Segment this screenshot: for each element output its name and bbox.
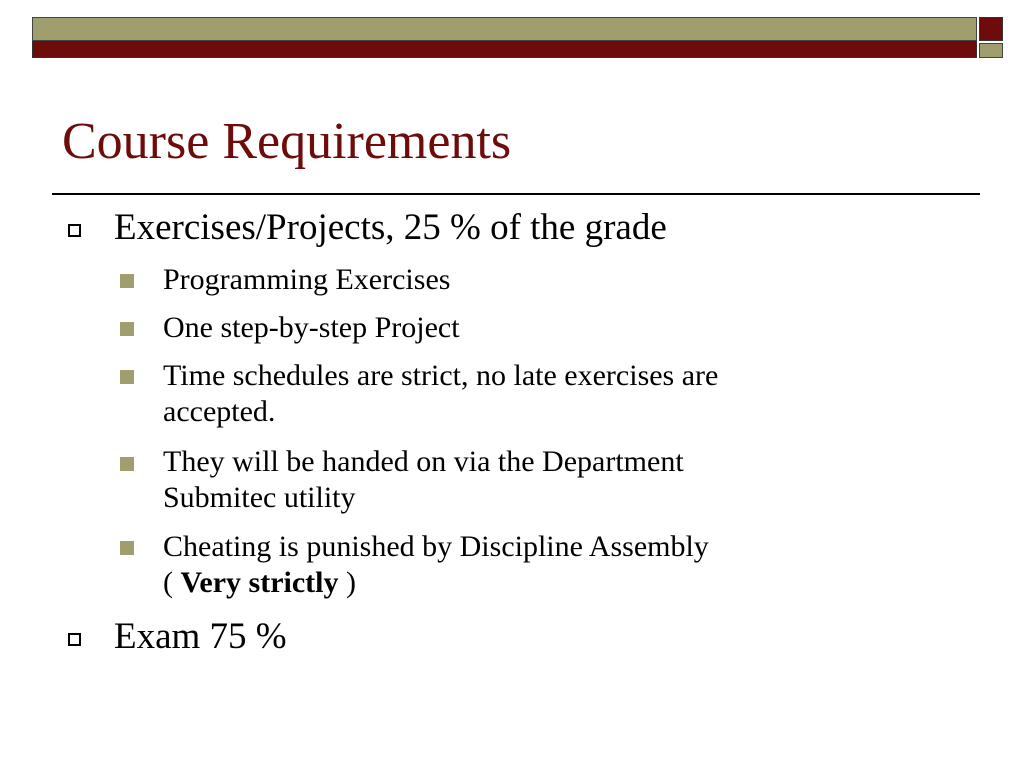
bullet-exam: Exam 75 % xyxy=(114,616,287,657)
title-bar-decoration xyxy=(0,0,1024,62)
sub-bullet-cheating: Cheating is punished by Discipline Assembly ( Very strictly ) xyxy=(163,530,709,599)
cheating-emphasis-line: ( Very strictly ) xyxy=(163,566,356,599)
maroon-band xyxy=(32,41,977,58)
slide-title: Course Requirements xyxy=(62,113,512,170)
sub-bullet-programming-exercises: Programming Exercises xyxy=(163,263,451,296)
maroon-square xyxy=(979,17,1003,41)
olive-band xyxy=(32,17,977,41)
hollow-square-bullet-icon xyxy=(68,224,81,237)
title-divider xyxy=(52,193,980,195)
bullet-exercises-projects: Exercises/Projects, 25 % of the grade xyxy=(114,207,667,248)
hollow-square-bullet-icon xyxy=(68,633,81,646)
square-bullet-icon xyxy=(120,370,134,384)
square-bullet-icon xyxy=(120,457,134,471)
sub-bullet-time-schedules: Time schedules are strict, no late exercises are accepted. xyxy=(163,359,719,428)
sub-bullet-submission: They will be handed on via the Department Submitec utility xyxy=(163,445,684,514)
square-bullet-icon xyxy=(120,322,134,336)
square-bullet-icon xyxy=(120,541,134,555)
very-strictly-emphasis: Very strictly xyxy=(180,566,339,599)
olive-square xyxy=(979,43,1003,58)
sub-bullet-project: One step-by-step Project xyxy=(163,311,460,344)
square-bullet-icon xyxy=(120,274,134,288)
